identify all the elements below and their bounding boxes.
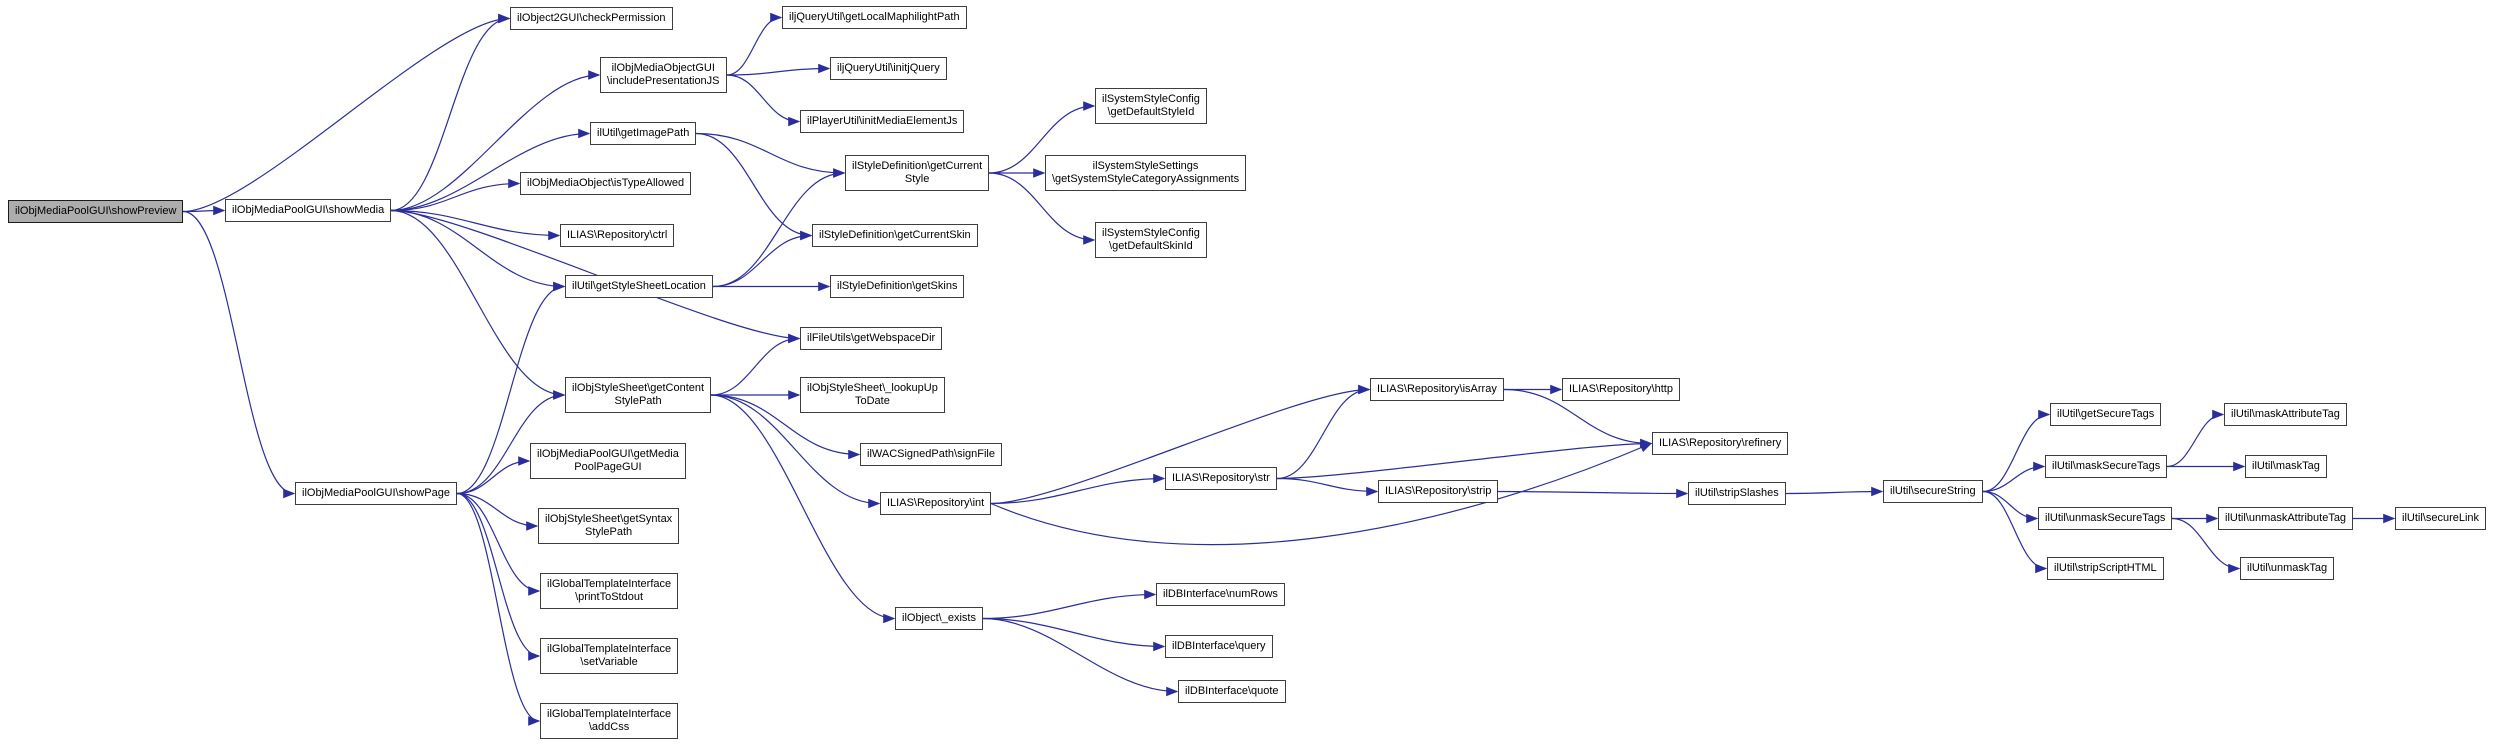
node-label: ILIAS\Repository\str	[1172, 472, 1270, 484]
node-getSecureTags[interactable]	[2050, 403, 2161, 426]
edge-exists-quote	[983, 619, 1177, 692]
node-label: ilWACSignedPath\signFile	[867, 448, 995, 460]
node-isArray[interactable]	[1370, 378, 1504, 401]
node-addCss[interactable]	[540, 703, 678, 739]
node-stripSlashes[interactable]	[1688, 482, 1786, 505]
edge-showPage-getSyntaxStylePath	[457, 494, 537, 527]
node-printToStdout[interactable]	[540, 573, 678, 609]
node-label: PoolPageGUI	[574, 461, 642, 473]
node-label: iljQueryUtil\initjQuery	[837, 62, 940, 74]
edge-showMedia-getStyleSheetLocation	[391, 211, 564, 287]
node-unmaskAttributeTag[interactable]	[2218, 507, 2353, 530]
node-label: ilObjStyleSheet\getSyntax	[545, 513, 673, 525]
node-label: ilFileUtils\getWebspaceDir	[807, 332, 936, 344]
node-label: ilUtil\getStyleSheetLocation	[572, 280, 706, 292]
node-label: iljQueryUtil\getLocalMaphilightPath	[789, 11, 960, 23]
node-label: ToDate	[855, 395, 890, 407]
edge-includePresentationJS-initMediaElementJs	[727, 75, 799, 122]
node-unmaskTag[interactable]	[2240, 557, 2334, 580]
node-getMediaPoolPageGUI[interactable]	[530, 443, 686, 479]
node-label: ilUtil\maskAttributeTag	[2231, 408, 2340, 420]
edge-getContentStylePath-exists	[711, 395, 894, 619]
edge-stripSlashes-secureString	[1786, 492, 1882, 494]
node-getDefaultSkinId[interactable]	[1095, 222, 1207, 258]
node-showPreview	[8, 200, 183, 223]
node-label: ilUtil\getSecureTags	[2057, 408, 2155, 420]
node-getSystemStyleCategoryAssignments[interactable]	[1045, 155, 1246, 191]
edge-getStyleSheetLocation-getCurrentSkin	[713, 236, 811, 287]
node-exists[interactable]	[895, 607, 983, 630]
node-label: ilObjStyleSheet\getContent	[572, 382, 705, 394]
node-showPage[interactable]	[295, 482, 457, 505]
node-setVariable[interactable]	[540, 638, 678, 674]
node-numRows[interactable]	[1156, 583, 1285, 606]
edge-maskSecureTags-maskAttributeTag	[2167, 415, 2223, 467]
node-label: ilGlobalTemplateInterface	[547, 708, 672, 720]
node-maskAttributeTag[interactable]	[2224, 403, 2347, 426]
edge-showMedia-isTypeAllowed	[391, 184, 519, 211]
node-label: ilSystemStyleSettings	[1092, 160, 1199, 172]
node-label: ilStyleDefinition\getCurrent	[852, 160, 983, 172]
node-isTypeAllowed[interactable]	[520, 172, 691, 195]
node-label: ilObjMediaPoolGUI\getMedia	[537, 448, 679, 460]
edge-showPreview-showPage	[183, 212, 294, 494]
node-includePresentationJS[interactable]	[600, 57, 727, 93]
node-int[interactable]	[880, 492, 991, 515]
node-label: StylePath	[614, 395, 662, 407]
edge-showPage-getMediaPoolPageGUI	[457, 461, 529, 494]
node-label: ilSystemStyleConfig	[1102, 227, 1200, 239]
node-label: ilObjMediaPoolGUI\showPage	[302, 487, 450, 499]
edge-getImagePath-getCurrentSkin	[696, 134, 811, 236]
node-label: ilDBInterface\quote	[1185, 685, 1279, 697]
node-label: ilGlobalTemplateInterface	[547, 578, 672, 590]
node-http[interactable]	[1562, 378, 1680, 401]
node-label: ilObject\_exists	[902, 612, 976, 624]
edge-int-refinery	[991, 444, 1651, 545]
node-str[interactable]	[1165, 467, 1277, 490]
node-secureString[interactable]	[1883, 480, 1983, 503]
node-label: ilObjMediaPoolGUI\showMedia	[232, 204, 385, 216]
node-label: ilUtil\secureLink	[2402, 512, 2480, 524]
edge-showPreview-checkPermission	[183, 19, 509, 212]
edge-str-strip	[1277, 479, 1377, 492]
edge-secureString-getSecureTags	[1983, 415, 2049, 492]
node-signFile[interactable]	[860, 443, 1002, 466]
node-strip[interactable]	[1378, 480, 1498, 503]
edge-showMedia-getContentStylePath	[391, 211, 564, 396]
node-label: ilUtil\stripSlashes	[1695, 487, 1779, 499]
node-label: ilUtil\unmaskSecureTags	[2045, 512, 2166, 524]
node-showMedia[interactable]	[225, 199, 391, 222]
node-getStyleSheetLocation[interactable]	[565, 275, 713, 298]
node-secureLink[interactable]	[2395, 507, 2486, 530]
node-label: ilPlayerUtil\initMediaElementJs	[807, 115, 958, 127]
node-label: ilObjMediaObjectGUI	[611, 62, 715, 74]
node-getSkins[interactable]	[830, 275, 964, 298]
edge-str-refinery	[1277, 444, 1651, 479]
node-label: ilObject2GUI\checkPermission	[517, 12, 666, 24]
node-label: ilObjMediaObject\isTypeAllowed	[527, 177, 685, 189]
node-initjQuery[interactable]	[830, 57, 947, 80]
node-label: ILIAS\Repository\int	[887, 497, 985, 509]
node-label: StylePath	[585, 526, 633, 538]
node-getWebspaceDir[interactable]	[800, 327, 942, 350]
edge-strip-stripSlashes	[1498, 492, 1687, 494]
node-getCurrentStyle[interactable]	[845, 155, 989, 191]
edge-exists-query	[983, 619, 1164, 647]
edge-includePresentationJS-getLocalMaphilightPath	[727, 18, 781, 76]
node-label: ilDBInterface\query	[1172, 640, 1266, 652]
node-label: ilSystemStyleConfig	[1102, 93, 1200, 105]
node-label: ilUtil\maskSecureTags	[2052, 460, 2161, 472]
edge-exists-numRows	[983, 595, 1155, 619]
node-label: \setVariable	[580, 656, 638, 668]
node-getCurrentSkin[interactable]	[812, 224, 978, 247]
node-getContentStylePath[interactable]	[565, 377, 711, 413]
node-label: ilObjMediaPoolGUI\showPreview	[15, 205, 177, 217]
node-label: \getDefaultSkinId	[1109, 240, 1193, 252]
node-label: ILIAS\Repository\ctrl	[567, 229, 668, 241]
node-initMediaElementJs[interactable]	[800, 110, 964, 133]
node-quote[interactable]	[1178, 680, 1286, 703]
node-label: \getDefaultStyleId	[1107, 106, 1195, 118]
edge-secureString-stripScriptHTML	[1983, 492, 2046, 569]
edge-showMedia-checkPermission	[391, 19, 509, 211]
node-label: ilUtil\unmaskAttributeTag	[2225, 512, 2347, 524]
node-label: ilStyleDefinition\getSkins	[837, 280, 958, 292]
node-label: Style	[904, 173, 930, 185]
node-label: ilGlobalTemplateInterface	[547, 643, 672, 655]
node-label: ILIAS\Repository\isArray	[1377, 383, 1497, 395]
node-lookupUpToDate[interactable]	[800, 377, 945, 413]
node-label: ilUtil\getImagePath	[597, 127, 690, 139]
node-label: ilUtil\stripScriptHTML	[2054, 562, 2157, 574]
node-ctrl[interactable]	[560, 224, 674, 247]
node-getDefaultStyleId[interactable]	[1095, 88, 1207, 124]
node-label: \addCss	[588, 721, 630, 733]
node-stripScriptHTML[interactable]	[2047, 557, 2164, 580]
node-label: ILIAS\Repository\refinery	[1659, 437, 1782, 449]
node-checkPermission[interactable]	[510, 7, 673, 30]
node-query[interactable]	[1165, 635, 1273, 658]
node-refinery[interactable]	[1652, 432, 1788, 455]
node-label: ilObjStyleSheet\_lookupUp	[807, 382, 938, 394]
edge-secureString-maskSecureTags	[1983, 467, 2044, 492]
node-label: \getSystemStyleCategoryAssignments	[1052, 173, 1240, 185]
node-getImagePath[interactable]	[590, 122, 696, 145]
edge-getContentStylePath-getWebspaceDir	[711, 339, 799, 396]
node-label: ilUtil\secureString	[1890, 485, 1976, 497]
edge-secureString-unmaskSecureTags	[1983, 492, 2037, 519]
node-label: ilUtil\unmaskTag	[2247, 562, 2328, 574]
edge-includePresentationJS-initjQuery	[727, 69, 829, 76]
node-label: ilDBInterface\numRows	[1163, 588, 1278, 600]
node-getSyntaxStylePath[interactable]	[538, 508, 679, 544]
node-maskTag[interactable]	[2245, 455, 2327, 478]
node-label: \printToStdout	[575, 591, 643, 603]
edge-str-isArray	[1277, 390, 1369, 479]
edge-getImagePath-getCurrentStyle	[696, 134, 844, 174]
node-label: ilStyleDefinition\getCurrentSkin	[819, 229, 971, 241]
node-maskSecureTags[interactable]	[2045, 455, 2167, 478]
node-label: \includePresentationJS	[607, 75, 720, 87]
node-label: ILIAS\Repository\strip	[1385, 485, 1492, 497]
node-unmaskSecureTags[interactable]	[2038, 507, 2172, 530]
edge-showPage-setVariable	[457, 494, 539, 657]
node-getLocalMaphilightPath[interactable]	[782, 6, 967, 29]
node-label: ilUtil\maskTag	[2252, 460, 2320, 472]
node-label: ILIAS\Repository\http	[1569, 383, 1673, 395]
edge-showPage-addCss	[457, 494, 539, 722]
